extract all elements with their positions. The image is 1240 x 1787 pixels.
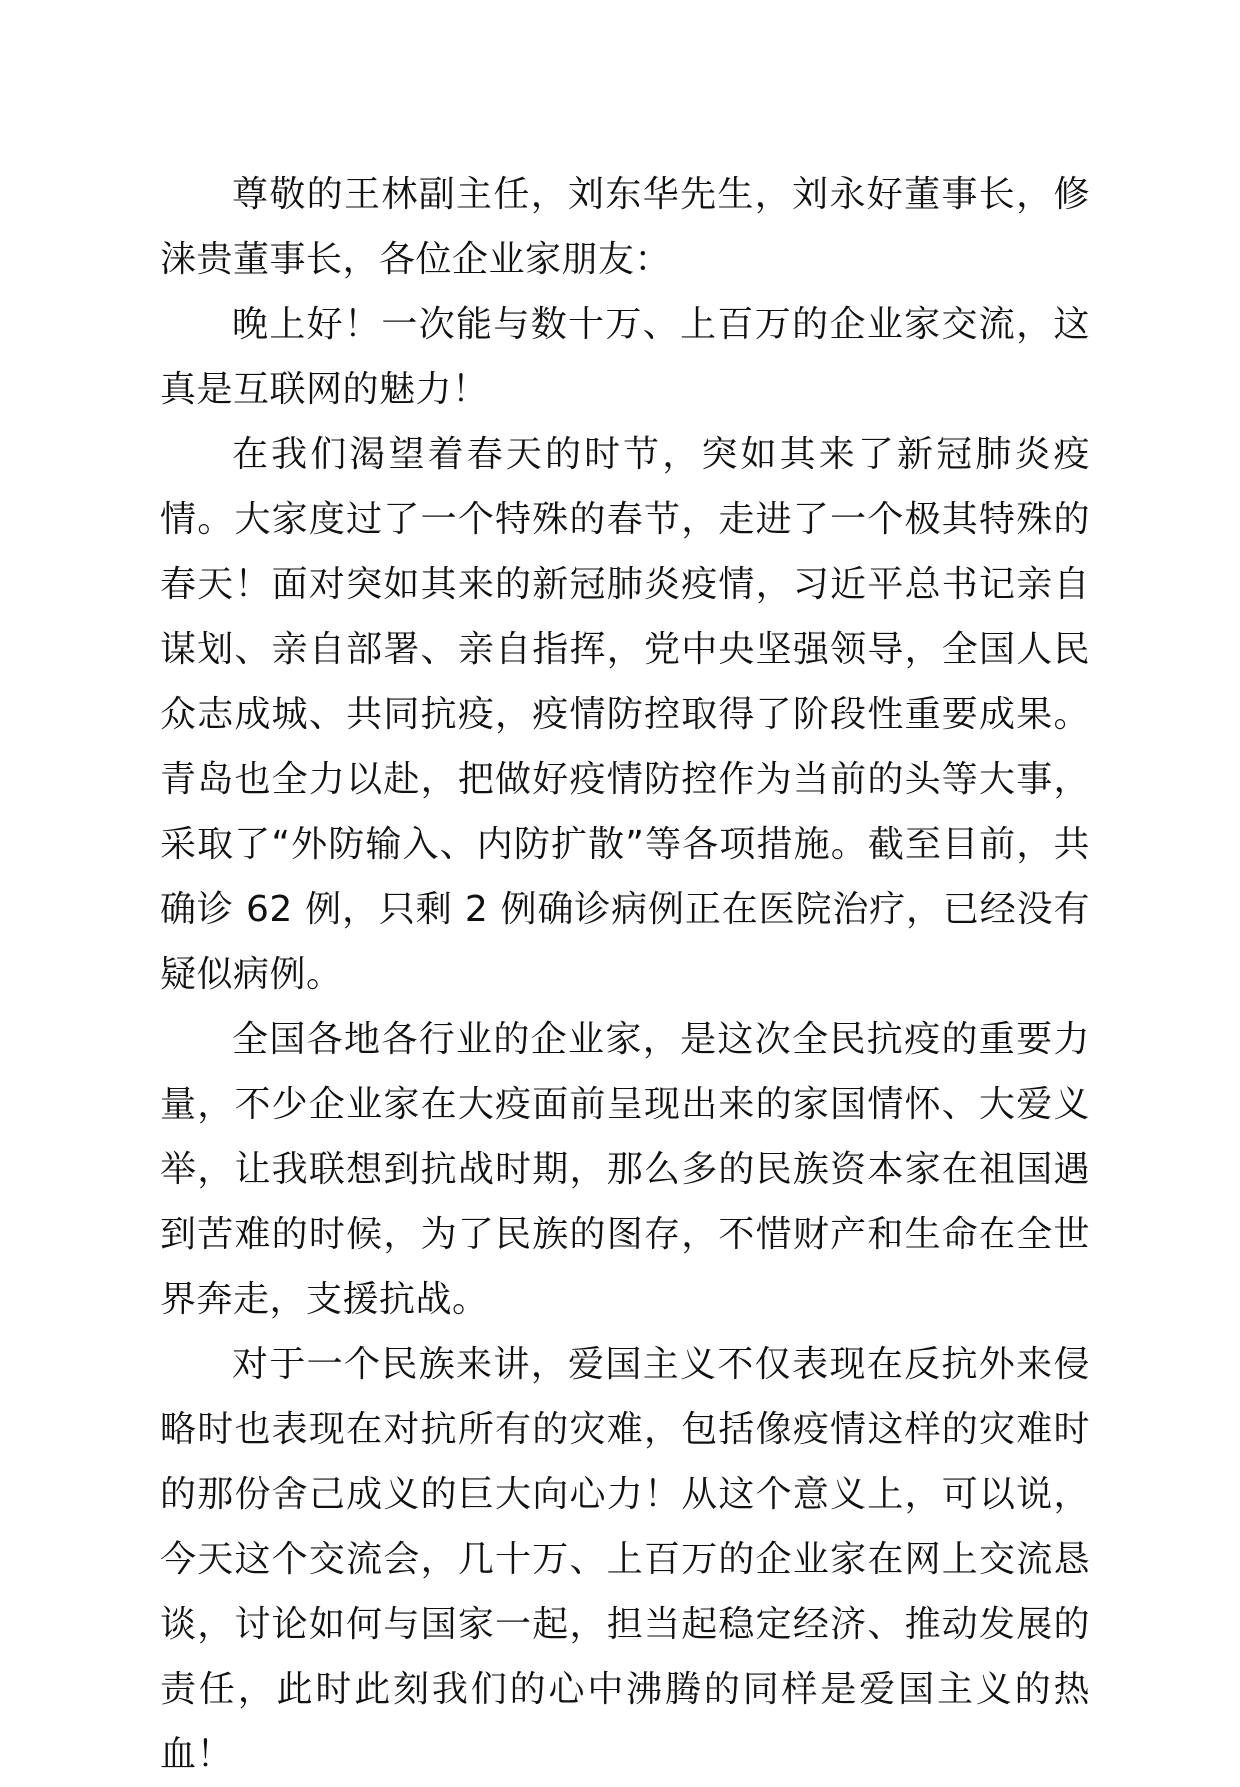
speech-body bbox=[160, 162, 1090, 1787]
paragraph-entrepreneurs: 全国各地各行业的企业家，是这次全民抗疫的重要力量，不少企业家在大疫面前呈现出来的家国情怀、大爱义举，让我联想到抗战时期，那么多的民族资本家在祖国遇到苦难的时候，为了民族的图存，不惜财产和生命在全世界奔走，支援抗战。 bbox=[160, 1019, 1090, 1320]
paragraph-salutation: 尊敬的王林副主任，刘东华先生，刘永好董事长，修涞贵董事长，各位企业家朋友： bbox=[160, 174, 1090, 280]
paragraph-patriotism: 对于一个民族来讲，爱国主义不仅表现在反抗外来侵略时也表现在对抗所有的灾难，包括像疫情这样的灾难时的那份舍己成义的巨大向心力！从这个意义上，可以说，今天这个交流会，几十万、上百万的企业家在网上交流恳谈，讨论如何与国家一起，担当起稳定经济、推动发展的责任，此时此刻我们的心中沸腾的同样是爱国主义的热血！ bbox=[160, 1344, 1090, 1775]
paragraph-greeting: 晚上好！一次能与数十万、上百万的企业家交流，这真是互联网的魅力！ bbox=[160, 304, 1090, 410]
paragraph-epidemic: 在我们渴望着春天的时节，突如其来了新冠肺炎疫情。大家度过了一个特殊的春节，走进了一个极其特殊的春天！面对突如其来的新冠肺炎疫情，习近平总书记亲自谋划、亲自部署、亲自指挥，党中央坚强领导，全国人民众志成城、共同抗疫，疫情防控取得了阶段性重要成果。青岛也全力以赴，把做好疫情防控作为当前的头等大事，采取了“外防输入、内防扩散”等各项措施。截至目前，共确诊 62 例，只剩 2 例确诊病例正在医院治疗，已经没有疑似病例。 bbox=[160, 434, 1090, 995]
